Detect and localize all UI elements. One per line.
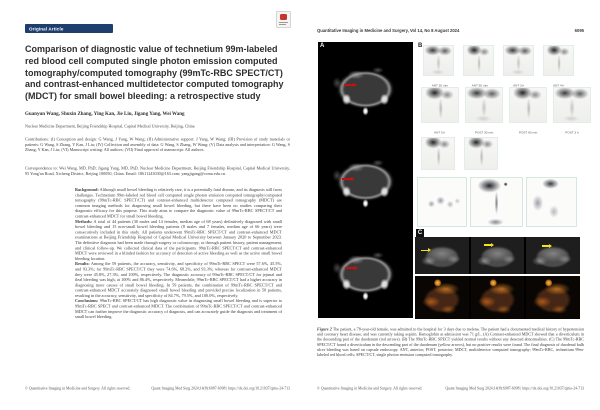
ct-coronal-image [471, 237, 525, 274]
scintigraphy-image [553, 87, 591, 123]
image-label: ANT 5 h [434, 131, 446, 135]
image-label: POST 30 min [474, 131, 494, 135]
correspondence-paragraph: Correspondence to: Wei Wang, MD, PhD; Jigang Yang, MD, PhD. Nuclear Medicine Department, Beijing Friendship Hospital, Capital Medical University, 95 Yong'an Road, Xicheng District, Beijing 100050, China. Email: 18611243030@163.com; yangjigang@ccmu.edu.cn. [25, 166, 290, 176]
scintigraphy-image [503, 45, 534, 76]
scintigraphy-image [465, 87, 503, 123]
footer-citation: Quant Imaging Med Surg 2024;14(8):6087-6098 | https://dx.doi.org/10.21037/qims-24-713 [151, 386, 290, 391]
abstract-methods [75, 219, 282, 261]
planar-cell [463, 45, 494, 88]
scintigraphy-image [509, 87, 547, 123]
image-label: ANT 3 h [512, 84, 525, 88]
stamp-logo-icon [280, 14, 287, 20]
affiliation-line: Nuclear Medicine Department, Beijing Friendship Hospital, Capital Medical University, Beijing, China [25, 124, 195, 129]
figure-caption-label: Figure 2 [317, 327, 332, 332]
mdct-axial-image-3 [318, 227, 413, 318]
panel-a-mdct-column [318, 42, 413, 318]
results-label: Results: [75, 261, 90, 267]
running-header [317, 28, 584, 33]
planar-cell [553, 87, 591, 135]
footer-citation: Quant Imaging Med Surg 2024;14(8):6087-6098 | https://dx.doi.org/10.21037/qims-24-713 [445, 386, 584, 391]
planar-cell [423, 45, 454, 88]
abstract-conclusions [75, 298, 282, 319]
article-figure-page [300, 0, 600, 410]
panel-a-label: A [320, 43, 325, 49]
figure-caption [317, 327, 584, 358]
panel-c-fused-row [415, 276, 580, 319]
contributions-paragraph: Contributions: (I) Conception and design: G Wang, J Yang, W Wang; (II) Administrative support: J Yang, W Wang; (III) Provision of study materials or patients: G Wang, S Zhang, Y Kan, J Liu; (IV) Collection and assembly of data: G Wang, S Zhang, W Wang; (V) Data analysis and interpretation: G Wang, S Zhang, Y Kan, J Liu; (VI) Manuscript writing: All authors; (VII) Final approval of manuscript: All authors. [25, 137, 290, 153]
planar-cell [421, 87, 459, 135]
footer-copyright: © Quantitative Imaging in Medicine and Surgery. All rights reserved. [317, 386, 423, 391]
image-label [464, 170, 498, 176]
planar-row-1 [423, 45, 574, 88]
conclusions-text: 99mTc-RBC SPECT/CT has high diagnostic value in diagnosing small bowel bleeding and is superior to 99mTc-RBC SPECT and contrast-enhanced MDCT. The combination of 99mTc-RBC SPECT/CT and contrast-enhanced MDCT can further improve the diagnostic accuracy of diagnosis, and can accurately guide the diagnosis and treatment of small bowel bleeding. [75, 298, 282, 320]
image-label: ANT 60 min [471, 84, 488, 88]
figure-caption-text: The patient, a 78-year-old female, was admitted to the hospital for 3 days due to melena. The patient had a documented medical history of hypertension and coronary heart disease, and was currently taking aspirin. Hemoglobin at admission was 71 g/L. (A) Contrast-enhanced MDCT showed that a diverticulum in the descending part of the duodenum (red arrows). (B) The 99mTc-RBC SPECT yielded normal results without any detected abnormalities. (C) The 99mTc-RBC SPECT/CT found a diverticulum in the descending part of the duodenum (yellow arrows), but no positive results were found. The final diagnosis of duodenal bulb ulcer bleeding was based on capsule endoscopy. ANT, anterior; POST, posterior; MDCT, multidetector computed tomography; 99mTc-RBC, technetium 99m-labeled red blood cells; SPECT/CT, single photon emission computed tomography. [317, 327, 584, 358]
scintigraphy-image [463, 45, 494, 76]
planar-cell [503, 45, 534, 88]
image-label [421, 170, 455, 176]
planar-cell [464, 137, 498, 176]
scintigraphy-image [421, 137, 455, 170]
scintigraphy-image [421, 87, 459, 123]
spect-axial-image [417, 177, 467, 227]
fused-spect-ct-sagittal-image [526, 276, 580, 319]
yellow-arrow-icon [542, 245, 549, 247]
yellow-arrow-icon [421, 250, 428, 252]
red-arrow-icon [345, 267, 354, 269]
fused-spect-ct-coronal-image [471, 276, 525, 319]
page-footer [317, 386, 584, 391]
planar-row-2 [421, 87, 591, 135]
header-page-number: 6095 [574, 28, 584, 33]
conclusions-label: Conclusions: [75, 298, 99, 304]
original-article-badge [25, 24, 113, 33]
image-label: POST 60 min [518, 131, 538, 135]
scintigraphy-image [464, 137, 498, 170]
stamp-text-line [279, 22, 288, 23]
planar-cell [509, 87, 547, 135]
page-footer [25, 386, 290, 391]
red-arrow-icon [342, 178, 351, 180]
panel-b-label: B [418, 43, 423, 49]
footer-copyright: © Quantitative Imaging in Medicine and Surgery. All rights reserved. [25, 386, 131, 391]
panel-c-label: C [417, 230, 423, 236]
image-label: POST 3 h [565, 131, 579, 135]
abstract-block [75, 187, 282, 348]
spect-slice-row [417, 177, 577, 227]
background-label: Background: [75, 187, 99, 192]
check-for-updates-stamp-icon [276, 11, 291, 28]
mdct-axial-image-1 [318, 42, 413, 133]
header-journal-title: Quantitative Imaging in Medicine and Surgery, Vol 14, No 8 August 2024 [317, 28, 460, 33]
stamp-text-line [279, 24, 286, 25]
image-label: ANT 30 min [431, 84, 448, 88]
article-title: Comparison of diagnostic value of technetium 99m-labeled red blood cell computed single photon emission computed tomography/computed tomography (99mTc-RBC SPECT/CT) and contrast-enhanced multidetector computed tomography (MDCT) for small bowel bleeding: a retrospective study [25, 44, 284, 102]
results-text: Among the 59 patients, the accuracy, sensitivity, and specificity of 99mTc-RBC SPECT were 57.6%, 45.5%, and 93.3%; for 99mTc-RBC SPECT/CT they were 74.6%, 68.2%, and 93.3%; whereas for contrast-enhanced MDCT they were 45.8%, 27.3%, and 100%, respectively. The diagnostic accuracy of 99mTc-RBC SPECT/CT for jejunal and ileal bleeding was high, at 100% and 86.4%, respectively. Meanwhile, 99mTc-RBC SPECT/CT had a higher accuracy in diagnosing more causes of small bowel bleeding. In 59 patients, the combination of 99mTc-RBC SPECT/CT and contrast-enhanced MDCT accurately diagnosed small bowel bleeding and provided precise localization in 50 patients, resulting in the accuracy, sensitivity, and specificity of 84.7%, 79.5%, and 100.0%, respectively. [75, 261, 282, 298]
spect-coronal-image [470, 177, 523, 227]
background-text: Although small bowel bleeding is relatively rare, it is a potentially fatal disease, and its diagnosis still faces challenges. Technetium 99m-labeled red blood cell computed single photon emission computed tomography/computed tomography (99mTc-RBC SPECT/CT) and contrast-enhanced multidetector computed tomography (MDCT) are common imaging methods for diagnosing small bowel bleeding, but there have been no studies comparing their diagnostic efficacy for this purpose. This study aims to compare the diagnostic value of 99mTc-RBC SPECT/CT and contrast-enhanced MDCT for small bowel bleeding. [75, 187, 283, 219]
red-arrow-icon [344, 84, 353, 86]
ct-axial-image [415, 237, 469, 274]
authors-line: Guanyun Wang, Shuxin Zhang, Ying Kan, Jie Liu, Jigang Yang, Wei Wang [25, 111, 185, 117]
abstract-background [75, 187, 282, 219]
badge-label: Original Article [29, 26, 64, 31]
panel-c-ct-row [415, 237, 580, 274]
methods-text: A total of 44 patients (30 males and 14 females, median age of 68 years) definitively diagnosed with small bowel bleeding and 15 non-small bowel bleeding patients (8 males and 7 females, median age of 66 years) were consecutively included in this study. All patients underwent 99mTc-RBC SPECT/CT and contrast-enhanced MDCT examinations at Beijing Friendship Hospital of Capital Medical University between January 2020 to September 2023. The definitive diagnosis had been made through surgery or colonoscopy, or through patient history, patient management, and clinical follow-up. We collected clinical data of the participants. 99mTc-RBC SPECT/CT and contrast-enhanced MDCT were reviewed in a blinded fashion for accuracy of detection of active bleeding as well as the active small bowel bleeding location. [75, 218, 282, 261]
planar-row-3 [421, 137, 498, 176]
planar-cell [421, 137, 455, 176]
scintigraphy-image [423, 45, 454, 76]
yellow-arrow-icon [484, 244, 491, 246]
image-label: ANT 4 h [552, 84, 565, 88]
scintigraphy-image [543, 45, 574, 76]
fused-spect-ct-axial-image [415, 276, 469, 319]
methods-label: Methods: [75, 218, 93, 224]
ct-sagittal-image [526, 237, 580, 274]
mdct-axial-image-2 [318, 135, 413, 226]
planar-cell [465, 87, 503, 135]
abstract-results [75, 261, 282, 298]
planar-cell [543, 45, 574, 88]
spect-sagittal-image [526, 177, 577, 227]
